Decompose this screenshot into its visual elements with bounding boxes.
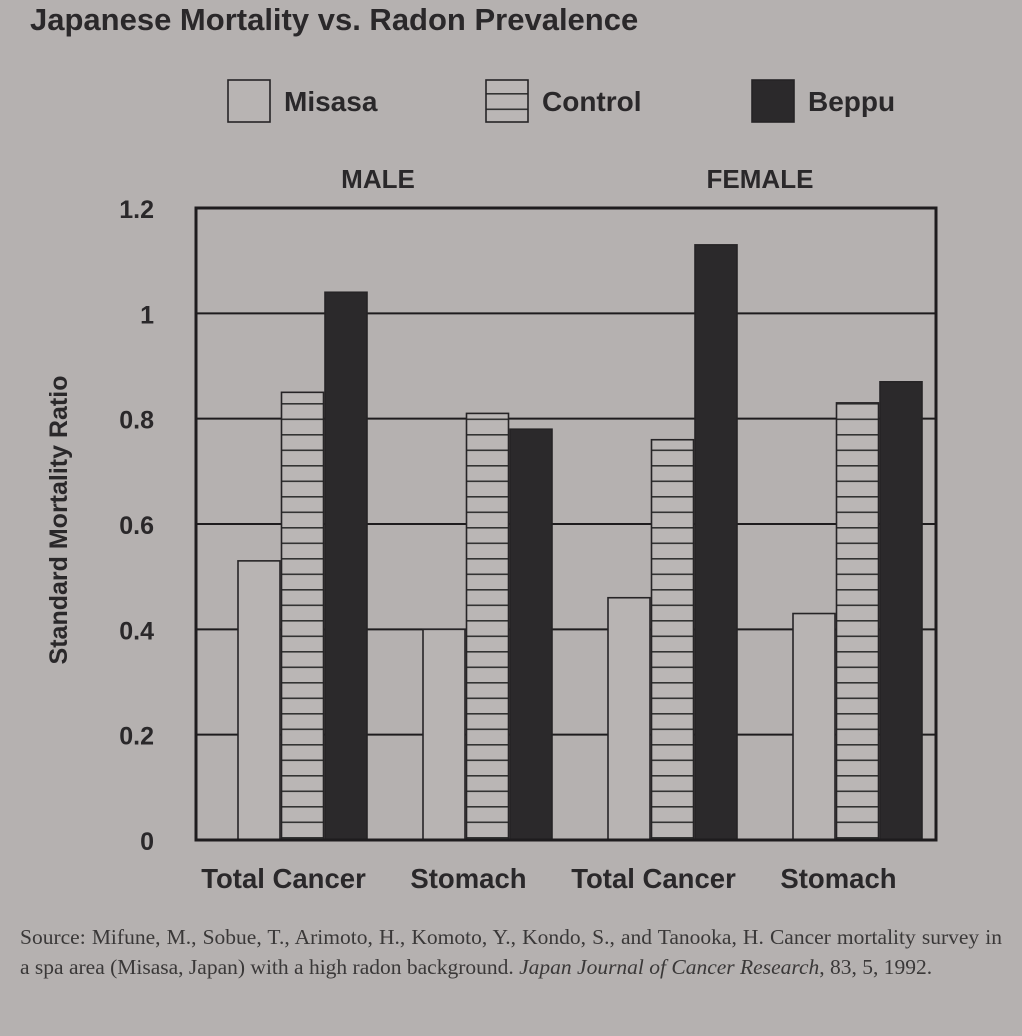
y-tick-label: 0 (140, 828, 154, 856)
chart-title: Japanese Mortality vs. Radon Prevalence (30, 2, 639, 37)
legend-label-misasa: Misasa (284, 86, 378, 117)
legend-swatch-control (486, 80, 528, 122)
bar-beppu-1 (325, 292, 367, 840)
bar-control-4 (837, 403, 879, 840)
bar-misasa-3 (608, 598, 650, 840)
bar-misasa-2 (423, 629, 465, 840)
x-tick-label: Stomach (780, 863, 897, 894)
bar-misasa-4 (793, 614, 835, 840)
y-tick-label: 0.2 (119, 722, 154, 751)
y-tick-label: 1.2 (119, 196, 154, 224)
source-citation (20, 922, 1002, 982)
legend (228, 80, 895, 122)
source-text: Mifune, M., Sobue, T., Arimoto, H., Komoto, Y., Kondo, S., and Tanooka, H. Cancer mortality survey in a spa area (Misasa, Japan) with a high radon background. (20, 925, 1003, 979)
source-label: Source: (20, 925, 86, 949)
y-axis-label: Standard Mortality Ratio (45, 375, 73, 665)
legend-label-control: Control (542, 86, 642, 117)
y-tick-label: 0.6 (119, 512, 154, 540)
x-tick-label: Total Cancer (201, 863, 366, 894)
y-tick-label: 1 (140, 301, 154, 330)
bar-beppu-3 (695, 245, 737, 840)
bar-beppu-2 (510, 429, 552, 840)
legend-label-beppu: Beppu (808, 86, 896, 117)
bar-control-3 (652, 440, 694, 840)
y-tick-label: 0.8 (119, 406, 154, 435)
plot-area (119, 196, 936, 894)
bar-beppu-4 (880, 382, 922, 840)
x-tick-label: Total Cancer (571, 863, 736, 894)
legend-swatch-misasa (228, 80, 270, 122)
source-citation-details: , 83, 5, 1992. (819, 955, 933, 979)
y-tick-label: 0.4 (119, 617, 154, 646)
bar-control-1 (282, 392, 324, 840)
source-journal: Japan Journal of Cancer Research (519, 955, 820, 979)
legend-swatch-beppu (752, 80, 794, 122)
bar-control-2 (467, 413, 509, 840)
x-tick-label: Stomach (410, 863, 527, 894)
bar-misasa-1 (238, 561, 280, 840)
group-label-female: FEMALE (706, 164, 814, 194)
group-label-male: MALE (341, 164, 415, 194)
